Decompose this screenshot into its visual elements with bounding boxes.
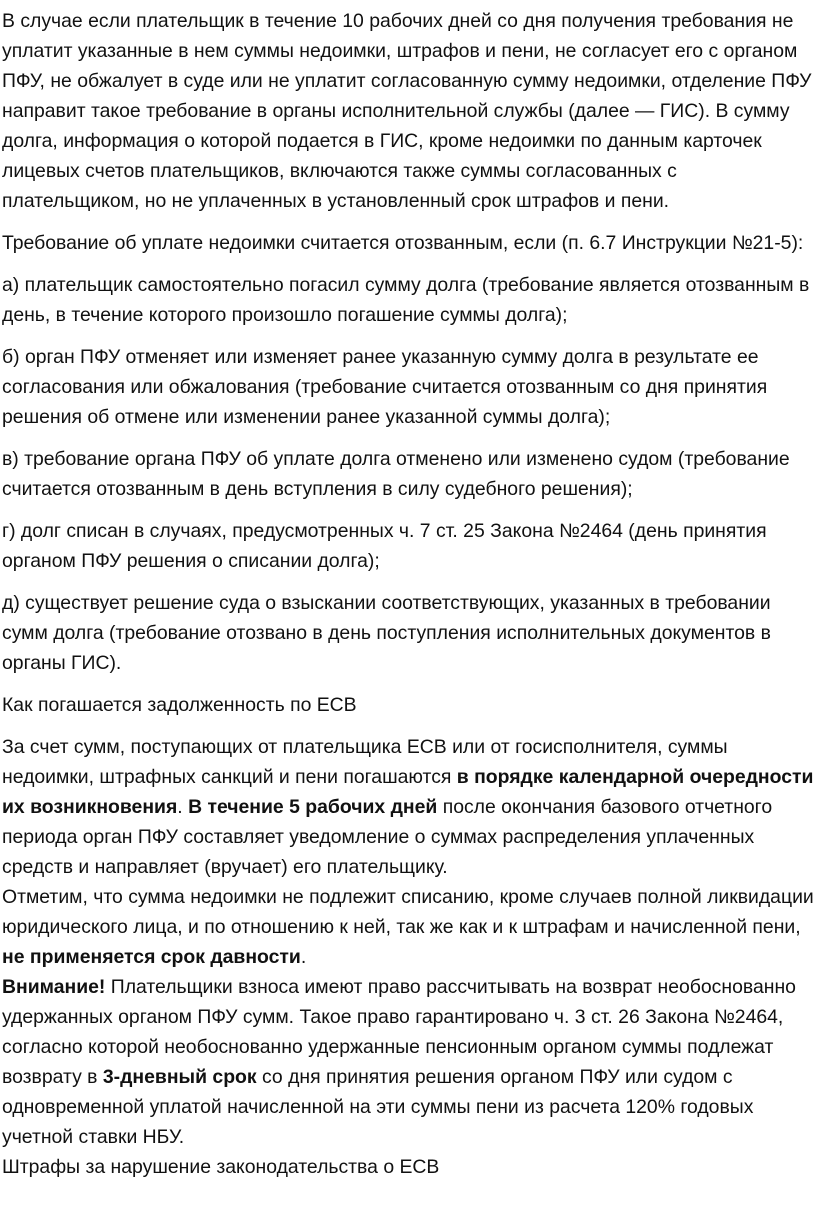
- list-item-c: в) требование органа ПФУ об уплате долга отменено или изменено судом (требование считается отозванным в день вступления в силу судебного решения);: [2, 448, 790, 500]
- text-run: .: [300, 946, 307, 968]
- text-run: .: [177, 796, 189, 818]
- bold-run: не применяется срок давности: [2, 946, 301, 968]
- paragraph-repayment-order: [2, 732, 816, 882]
- section-heading-fines: Штрафы за нарушение законодательства о ЕСВ: [2, 1156, 440, 1178]
- paragraph-claim-revoked-intro: Требование об уплате недоимки считается отозванным, если (п. 6.7 Инструкции №21-5):: [2, 232, 804, 254]
- list-item-b: б) орган ПФУ отменяет или изменяет ранее указанную сумму долга в результате ее согласования или обжалования (требование считается отозванным со дня принятия решения об отмене или изменении ранее указанной суммы долга);: [2, 346, 768, 428]
- text-run: со дня принятия решения органом ПФУ или судом с одновременной уплатой начисленной на эти суммы пени из расчета 120% годовых учетной ставки НБУ.: [2, 1066, 754, 1148]
- text-run: Отметим, что сумма недоимки не подлежит списанию, кроме случаев полной ликвидации юридического лица, и по отношению к ней, так же как и к штрафам и начисленной пени,: [2, 886, 814, 938]
- list-item-e: д) существует решение суда о взыскании соответствующих, указанных в требовании сумм долга (требование отозвано в день поступления исполнительных документов в органы ГИС).: [2, 592, 771, 674]
- text-run: За счет сумм, поступающих от плательщика ЕСВ или от госисполнителя, суммы недоимки, штрафных санкций и пени погашаются: [2, 736, 728, 788]
- paragraph-claim-enforcement: В случае если плательщик в течение 10 рабочих дней со дня получения требования не уплатит указанные в нем суммы недоимки, штрафов и пени, не согласует его с органом ПФУ, не обжалует в суде или не уплатит согласованную сумму недоимки, отделение ПФУ направит такое требование в органы исполнительной службы (далее — ГИС). В сумму долга, информация о которой подается в ГИС, кроме недоимки по данным карточек лицевых счетов плательщиков, включаются также суммы согласованных с плательщиком, но не уплаченных в установленный срок штрафов и пени.: [2, 10, 812, 212]
- bold-run: В течение 5 рабочих дней: [188, 796, 438, 818]
- text-run: Плательщики взноса имеют право рассчитывать на возврат необоснованно удержанных органом ПФУ сумм. Такое право гарантировано ч. 3 ст. 26 Закона №2464, согласно которой необоснованно удержанные пенсионным органом суммы подлежат возврату в: [2, 976, 796, 1088]
- paragraph-attention-refund: [2, 972, 816, 1152]
- text-run: после окончания базового отчетного периода орган ПФУ составляет уведомление о суммах распределения уплаченных средств и направляет (вручает) его плательщику.: [2, 796, 773, 878]
- paragraph-no-statute-of-limitations: [2, 882, 816, 972]
- list-item-d: г) долг списан в случаях, предусмотренных ч. 7 ст. 25 Закона №2464 (день принятия органом ПФУ решения о списании долга);: [2, 520, 767, 572]
- bold-run: Внимание!: [2, 976, 106, 998]
- section-heading-debt-repayment: Как погашается задолженность по ЕСВ: [2, 694, 357, 716]
- bold-run: в порядке календарной очередности их возникновения: [2, 766, 814, 818]
- list-item-a: а) плательщик самостоятельно погасил сумму долга (требование является отозванным в день, в течение которого произошло погашение суммы долга);: [2, 274, 810, 326]
- bold-run: 3-дневный срок: [102, 1066, 257, 1088]
